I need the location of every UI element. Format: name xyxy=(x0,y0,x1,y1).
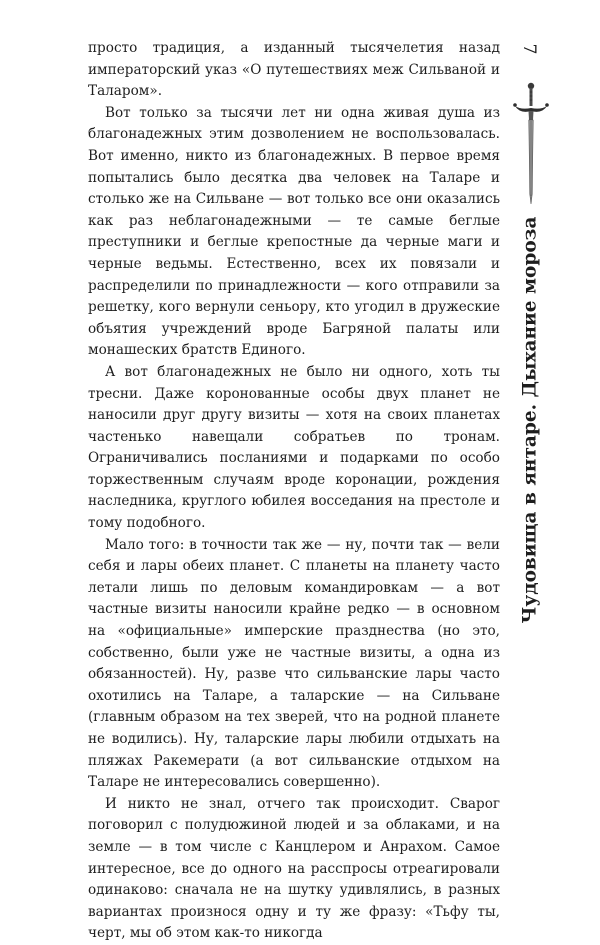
paragraph-1: просто традиция, а изданный тысячелетия назад императорский указ «О путешествиях меж Сильваной и Таларом». xyxy=(88,40,500,100)
page-number: 7 xyxy=(519,43,539,55)
paragraph-2: Вот только за тысячи лет ни одна живая душа из благонадежных этим дозволением не воспользовалась. Вот именно, никто из благонадежных. В первое время попытались было десятка два человек на Таларе и столько же на Сильване — вот только все они оказались как раз неблагонадежными — те самые беглые преступники и беглые крепостные да черные маги и черные ведьмы. Естественно, всех их повязали и распределили по принадлежности — кого отправили за решетку, кого вернули сеньору, кто угодил в дружеские объятия учреждений вроде Багряной палаты или монашеских братств Единого. xyxy=(88,104,500,359)
sword-ornament-icon xyxy=(509,76,549,208)
paragraph-5: И никто не знал, отчего так происходит. Сварог поговорил с полудюжиной людей и за облаками, и на земле — в том числе с Канцлером и Анрахом. Самое интересное, все до одного на расспросы отреагировали одинаково: сначала не на шутку удивлялись, в разных вариантах произнося одну и ту же фразу: «Тьфу ты, черт, мы об этом как-то никогда xyxy=(88,795,500,942)
page-body-text xyxy=(88,38,500,945)
paragraph-3: А вот благонадежных не было ни одного, хоть ты тресни. Даже коронованные особы двух планет не наносили друг другу визиты — хотя на своих планетах частенько навещали собратьев по тронам. Ограничивались посланиями и подарками по особо торжественным случаям вроде коронации, рождения наследника, круглого юбилея восседания на престоле и тому подобного. xyxy=(88,363,500,532)
running-title: Чудовища в янтаре. Дыхание мороза xyxy=(519,216,541,624)
paragraph-4: Мало того: в точности так же — ну, почти так — вели себя и лары обеих планет. С планеты на планету часто летали лишь по деловым командировкам — а вот частные визиты наносили крайне редко — в основном на «официальные» имперские празднества (но это, собственно, были уже не частные визиты, а одна из обязанностей). Ну, разве что сильванские лары часто охотились на Таларе, а таларские — на Сильване (главным образом на тех зверей, что на родной планете не водились). Ну, таларские лары любили отдыхать на пляжах Ракемерати (а вот сильванские отдыхом на Таларе не интересовались совершенно). xyxy=(88,536,500,791)
running-title-container xyxy=(508,210,552,630)
